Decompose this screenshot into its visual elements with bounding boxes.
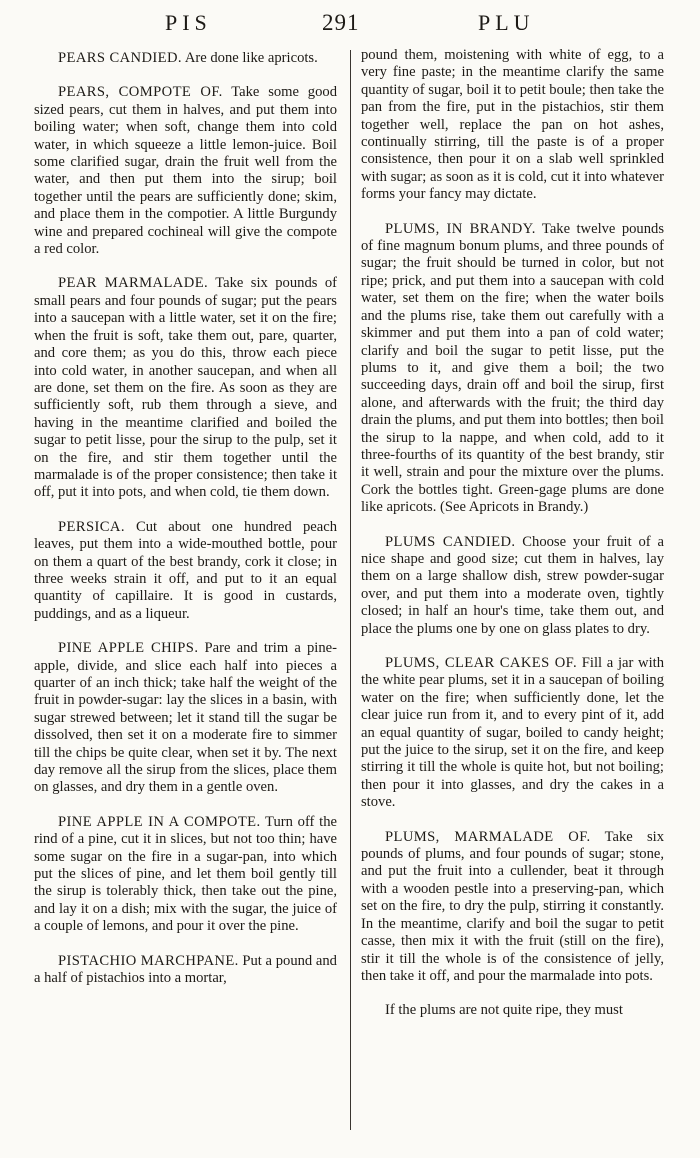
entry-title: PERSICA. [58,518,125,535]
entry-plums-marmalade-continued [361,1002,664,1019]
entry-body: If the plums are not quite ripe, they must [385,1002,623,1019]
entry-plums-clear-cakes [361,655,664,812]
entry-body: Take six pounds of plums, and four pounds of sugar; stone, and put the fruit into a cullender, beat it through with a wooden pestle into a preserving-pan, which set on the fire, to dry the pulp, stirring it constantly. In the meantime, clarify and boil the sugar to petit casse, then mix it with the fruit (still on the fire), stir it till the whole is of the consistence of jelly, then take it off, and pour the marmalade into pots. [361,828,664,984]
entry-body: Take some good sized pears, cut them in halves, and put them into boiling water; when soft, change them into cold water, in which squeeze a little lemon-juice. Boil some clarified sugar, drain the fruit well from the water, and then put them into the sirup; boil together until the pears are sufficiently done; skim, and place them in the compotier. A little Burgundy wine and prepared cochineal will give the compote a red color. [34,84,337,258]
entry-title: PEARS, COMPOTE OF. [58,84,223,101]
entry-body: Pare and trim a pine-apple, divide, and slice each half into pieces a quarter of an inch thick; take half the weight of the fruit in powder-sugar: lay the slices in a basin, with sugar strewed between; let it stand till the sugar be dissolved, then set it on a moderate fire to simmer till the chips be quite clear, when set it by. The next day remove all the sirup from the slices, place them on glasses, and dry them in a gentle oven. [34,640,337,796]
entry-title: PINE APPLE CHIPS. [58,640,199,657]
entry-persica [34,519,337,623]
entry-pistachio-continued [361,47,664,204]
page-number: 291 [322,10,360,35]
entry-title: PEAR MARMALADE. [58,275,209,292]
entry-pistachio-marchpane [34,953,337,988]
entry-body: pound them, moistening with white of egg, to a very fine paste; in the meantime clarify the same quantity of sugar, boil it to petit boule; then take the pan from the fire, put in the pistachios, stir them together well, replace the pan on hot ashes, continually stirring, till the paste is of a proper consistence, then pour it on a slab well sprinkled with sugar; as soon as it is cold, cut it into whatever forms your fancy may dictate. [361,47,664,203]
entry-pine-apple-chips [34,640,337,797]
entry-body: Fill a jar with the white pear plums, set it in a saucepan of boiling water on the fire; when sufficiently done, let the clear juice run from it, and to every pint of it, add an equal quantity of sugar, boiled to candy height; put the juice to the sirup, set it on the fire, and keep stirring it till the whole is quite hot, but not boiling; then pour it into glasses, and dry the cakes in a stove. [361,655,664,811]
right-column [361,47,664,1037]
running-head-left: PIS [165,10,212,35]
entry-body: Choose your fruit of a nice shape and good size; cut them in halves, lay them on a large shallow dish, strew powder-sugar over, and put them into a moderate oven, tightly closed; in half an hour's time, take them out, and place the plums one by one on glass plates to dry. [361,533,664,637]
left-column [34,50,337,1005]
running-head-right: PLU [478,10,535,35]
entry-body: Take six pounds of small pears and four pounds of sugar; put the pears into a saucepan with a little water, set it on the fire; when the fruit is soft, take them out, pare, quarter, and core them; as you do this, throw each piece into cold water, in another saucepan, and when all are done, set them on the fire. As soon as they are sufficiently soft, rub them through a sieve, and having in the meantime clarified and boiled the sugar to petit lisse, pour the sirup to the pulp, set it on the fire, and stir them together until the marmalade is of the proper consistence; then take it off, put it into pots, and when cold, tie them down. [34,275,338,501]
entry-plums-candied [361,534,664,638]
entry-body: Take twelve pounds of fine magnum bonum plums, and three pounds of sugar; the fruit should be turned in color, but not ripe; prick, and put them into a saucepan with cold water, set them on the fire; when the water boils and the plums rise, take them out carefully with a skimmer and put them into a pan of cold water; clarify and boil the sugar to petit lisse, put the plums to it, and give them a boil; the two succeeding days, drain off and boil the sirup, first alone, and afterwards with the fruit; the third day drain the plums, and put them into bottles; then boil the sirup to la nappe, and when cold, add to it three-fourths of its quantity of the best brandy, stir it well, strain and pour the mixture over the plums. Cork the bottles tight. Green-gage plums are done like apricots. (See Apricots in Brandy.) [361,220,664,516]
entry-pine-apple-compote [34,814,337,936]
entry-title: PLUMS, IN BRANDY. [385,220,536,237]
entry-body: Cut about one hundred peach leaves, put them into a wide-mouthed bottle, pour on them a quart of the best brandy, cork it close; in three weeks strain it off, and put to it an equal quantity of capillaire. It is good in custards, puddings, and as a liqueur. [34,518,337,622]
entry-body: Are done like apricots. [181,50,318,66]
entry-title: PLUMS CANDIED. [385,533,516,550]
entry-body: Turn off the rind of a pine, cut it in slices, but not too thin; have some sugar on the fire in a sugar-pan, into which put the slices of pine, and let them boil gently till the sirup is tolerably thick, then take out the pine, and lay it on a dish; mix with the sugar, the juice of a couple of lemons, and pour it over the pine. [34,813,337,935]
entry-pear-marmalade [34,275,337,501]
entry-pears-candied [34,50,337,67]
entry-body: Put a pound and a half of pistachios into a mortar, [34,952,337,987]
entry-title: PINE APPLE IN A COMPOTE. [58,813,261,830]
entry-title: PLUMS, MARMALADE OF. [385,828,591,845]
page-header [0,10,700,42]
entry-pears-compote [34,84,337,258]
entry-plums-in-brandy [361,221,664,517]
entry-plums-marmalade [361,829,664,986]
entry-title: PEARS CANDIED. [58,50,182,66]
entry-title: PLUMS, CLEAR CAKES OF. [385,655,578,671]
entry-title: PISTACHIO MARCHPANE. [58,952,239,969]
column-divider [350,50,351,1130]
